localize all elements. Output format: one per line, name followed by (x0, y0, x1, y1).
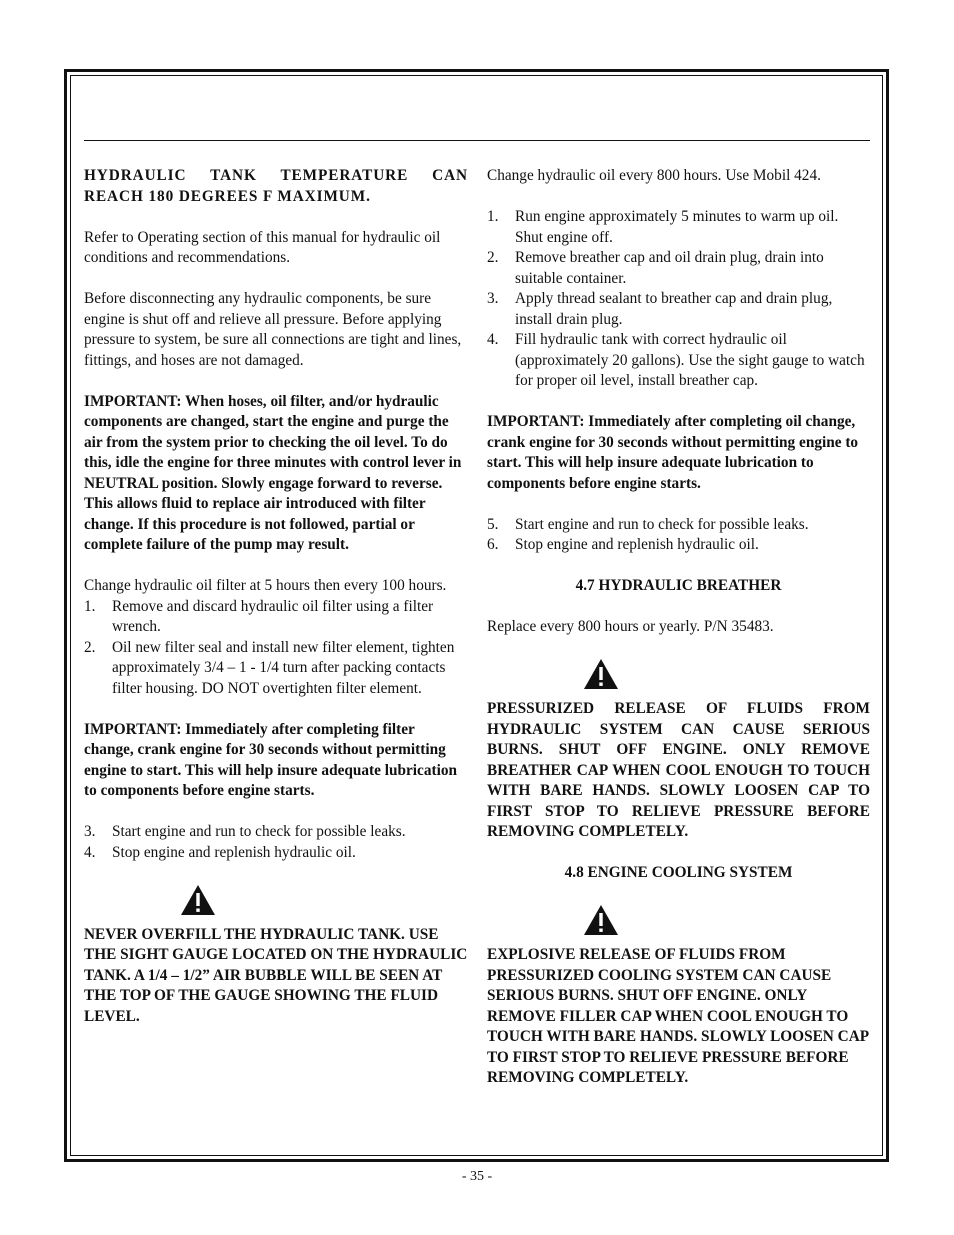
list-item: 4. Fill hydraulic tank with correct hydraulic oil (approximately 20 gallons). Use the sight gauge to watch for proper oil level, install breather cap. (487, 331, 865, 389)
important-note-purge: IMPORTANT: When hoses, oil filter, and/or hydraulic components are changed, start the engine and purge the air from the system prior to checking the oil level. To do this, idle the engine for three minutes with control lever in NEUTRAL position. Slowly engage forward to reverse. This allows fluid to replace air introduced with filter change. If this procedure is not followed, partial or complete failure of the pump may result. (84, 392, 462, 553)
warning-icon-container (487, 904, 870, 945)
left-column (84, 166, 468, 1027)
section-heading-breather: 4.7 HYDRAULIC BREATHER (575, 577, 782, 594)
warning-pressurized-text: PRESSURIZED RELEASE OF FLUIDS FROM HYDRAULIC SYSTEM CAN CAUSE SERIOUS BURNS. SHUT OFF ENGINE. ONLY REMOVE BREATHER CAP WHEN COOL ENOUGH TO TOUCH WITH BARE HANDS. SLOWLY LOOSEN CAP TO FIRST STOP TO RELIEVE PRESSURE BEFORE REMOVING COMPLETELY. (487, 700, 870, 840)
warning-icon-container (487, 658, 870, 699)
filter-steps-list-2 (84, 822, 468, 863)
section-heading-cooling: 4.8 ENGINE COOLING SYSTEM (564, 864, 793, 881)
right-column (487, 166, 870, 1089)
important-note-oil: IMPORTANT: Immediately after completing oil change, crank engine for 30 seconds without permitting engine to start. This will help insure adequate lubrication to components before engine starts. (487, 413, 859, 492)
warning-temperature-text: HYDRAULIC TANK TEMPERATURE CAN REACH 180 DEGREES F MAXIMUM. (84, 167, 468, 205)
list-item: 2. Oil new filter seal and install new filter element, tighten approximately 3/4 – 1 - 1/4 turn after packing contacts filter housing. DO NOT overtighten filter element. (84, 638, 455, 697)
important-note-filter: IMPORTANT: Immediately after completing filter change, crank engine for 30 seconds without permitting engine to start. This will help insure adequate lubrication to components before engine starts. (84, 720, 457, 799)
warning-triangle-icon (583, 658, 619, 690)
warning-explosive-text: EXPLOSIVE RELEASE OF FLUIDS FROM PRESSURIZED COOLING SYSTEM CAN CAUSE SERIOUS BURNS. SHUT OFF ENGINE. ONLY REMOVE FILLER CAP WHEN COOL ENOUGH TO TOUCH WITH BARE HANDS. SLOWLY LOOSEN CAP TO FIRST STOP TO RELIEVE PRESSURE BEFORE REMOVING COMPLETELY. (487, 946, 869, 1086)
list-item: 1. Remove and discard hydraulic oil filter using a filter wrench. (84, 597, 434, 635)
list-item: 2. Remove breather cap and oil drain plug, drain into suitable container. (487, 249, 824, 287)
oil-steps-list (487, 207, 870, 392)
header-rule (84, 140, 870, 141)
oil-change-intro: Change hydraulic oil every 800 hours. Use Mobil 424. (487, 167, 821, 184)
warning-icon-container (84, 884, 468, 925)
filter-change-intro: Change hydraulic oil filter at 5 hours then every 100 hours. (84, 577, 447, 594)
oil-steps-list-2 (487, 515, 870, 556)
list-item: 4. Stop engine and replenish hydraulic oil. (84, 843, 356, 861)
list-item: 6. Stop engine and replenish hydraulic oil. (487, 536, 759, 553)
list-item: 5. Start engine and run to check for possible leaks. (487, 515, 809, 533)
warning-triangle-icon (180, 884, 216, 916)
breather-text: Replace every 800 hours or yearly. P/N 35483. (487, 618, 774, 635)
refer-paragraph: Refer to Operating section of this manual for hydraulic oil conditions and recommendations. (84, 228, 441, 266)
list-item: 3. Start engine and run to check for possible leaks. (84, 823, 406, 840)
before-disconnecting-paragraph: Before disconnecting any hydraulic components, be sure engine is shut off and relieve all pressure. Before applying pressure to system, be sure all connections are tight and lines, fittings, and hoses are not damaged. (84, 290, 462, 369)
warning-triangle-icon (583, 904, 619, 936)
list-item: 3. Apply thread sealant to breather cap and drain plug, install drain plug. (487, 290, 833, 328)
warning-overfill-text: NEVER OVERFILL THE HYDRAULIC TANK. USE THE SIGHT GAUGE LOCATED ON THE HYDRAULIC TANK. A 1/4 – 1/2” AIR BUBBLE WILL BE SEEN AT THE TOP OF THE GAUGE SHOWING THE FLUID LEVEL. (84, 925, 468, 1025)
list-item: 1. Run engine approximately 5 minutes to warm up oil. Shut engine off. (487, 208, 839, 246)
filter-steps-list (84, 597, 468, 700)
page-number: - 35 - (461, 1169, 493, 1184)
